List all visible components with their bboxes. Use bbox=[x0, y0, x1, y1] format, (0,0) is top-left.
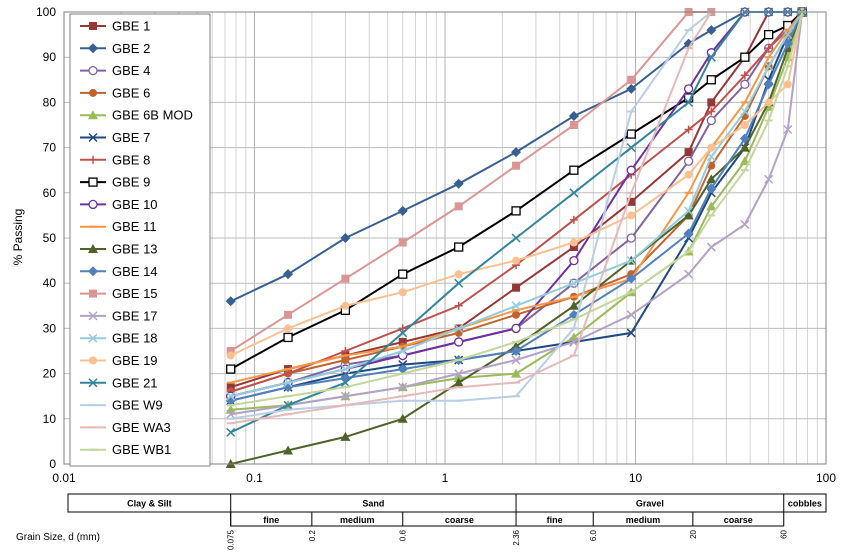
data-point bbox=[570, 121, 578, 129]
legend-label: GBE 19 bbox=[112, 353, 158, 368]
y-tick-label: 90 bbox=[42, 50, 56, 65]
series-line bbox=[231, 12, 803, 396]
data-point bbox=[627, 211, 635, 219]
data-point bbox=[707, 144, 715, 152]
legend bbox=[70, 14, 210, 466]
data-point bbox=[89, 200, 97, 208]
y-tick-label: 60 bbox=[42, 185, 56, 200]
y-tick-label: 0 bbox=[49, 457, 56, 471]
legend-label: GBE 14 bbox=[112, 263, 158, 279]
legend-label: GBE 18 bbox=[112, 330, 158, 346]
y-tick-label: 50 bbox=[42, 231, 56, 245]
boundary-label: 60 bbox=[779, 530, 789, 539]
data-point bbox=[512, 324, 520, 332]
data-point bbox=[570, 257, 578, 265]
data-point bbox=[685, 85, 693, 93]
legend-label: GBE 7 bbox=[112, 130, 151, 145]
data-point bbox=[341, 356, 349, 364]
data-point bbox=[685, 171, 693, 179]
y-tick-label: 40 bbox=[42, 276, 56, 291]
data-point bbox=[741, 121, 749, 129]
x-tick-label: 100 bbox=[815, 471, 837, 485]
table-header-cell: Gravel bbox=[635, 498, 664, 509]
data-point bbox=[398, 206, 408, 216]
data-point bbox=[569, 111, 579, 121]
table-header-row bbox=[68, 494, 826, 512]
data-point bbox=[227, 352, 235, 360]
boundary-label: 6.0 bbox=[589, 530, 599, 542]
data-point bbox=[284, 333, 292, 341]
y-tick-label: 70 bbox=[42, 140, 56, 155]
data-point bbox=[283, 269, 293, 279]
y-tick-label: 20 bbox=[42, 366, 56, 381]
x-tick-label: 0.1 bbox=[246, 471, 263, 485]
data-point bbox=[341, 275, 349, 283]
data-point bbox=[707, 243, 715, 251]
table-sub-cell: coarse bbox=[444, 515, 474, 525]
table-sub-cell: medium bbox=[625, 515, 661, 525]
legend-label: GBE 6B MOD bbox=[112, 107, 193, 123]
data-point bbox=[89, 357, 97, 365]
legend-label: GBE 1 bbox=[112, 18, 151, 34]
data-point bbox=[685, 270, 693, 278]
data-point bbox=[741, 220, 749, 228]
data-point bbox=[741, 53, 749, 61]
series-gbe-8 bbox=[227, 8, 807, 396]
boundary-label: 2.36 bbox=[512, 530, 522, 546]
data-point bbox=[227, 428, 235, 436]
data-point bbox=[512, 207, 520, 215]
y-tick-label: 100 bbox=[35, 5, 56, 19]
legend-label: GBE 21 bbox=[112, 375, 158, 391]
data-point bbox=[341, 302, 349, 310]
data-point bbox=[784, 80, 792, 88]
data-point bbox=[399, 270, 407, 278]
y-axis-label: % Passing bbox=[11, 208, 25, 266]
data-point bbox=[512, 162, 520, 170]
data-point bbox=[512, 257, 520, 265]
boundary-label: 0.075 bbox=[226, 530, 236, 551]
grain-size-label: Grain Size, d (mm) bbox=[16, 532, 100, 543]
legend-label: GBE W9 bbox=[112, 397, 163, 413]
data-point bbox=[454, 179, 464, 189]
data-point bbox=[627, 311, 635, 319]
data-point bbox=[707, 76, 715, 84]
data-point bbox=[399, 288, 407, 296]
legend-label: GBE 4 bbox=[112, 63, 151, 79]
data-point bbox=[89, 178, 97, 186]
table-sub-row bbox=[231, 512, 784, 526]
series-line bbox=[231, 12, 803, 392]
legend-label: GBE 2 bbox=[112, 40, 151, 56]
series-line bbox=[231, 12, 803, 396]
legend-label: GBE WB1 bbox=[112, 442, 172, 458]
data-point bbox=[89, 67, 97, 75]
data-point bbox=[226, 296, 236, 306]
table-sub-cell: fine bbox=[546, 515, 563, 525]
data-point bbox=[627, 166, 635, 174]
data-point bbox=[511, 147, 521, 157]
legend-label: GBE 17 bbox=[112, 308, 158, 324]
legend-label: GBE 6 bbox=[112, 85, 151, 101]
series-line bbox=[231, 12, 803, 392]
legend-label: GBE 8 bbox=[112, 152, 151, 168]
data-point bbox=[89, 290, 97, 298]
boundary-label: 20 bbox=[688, 530, 698, 539]
data-point bbox=[455, 202, 463, 210]
x-tick-label: 0.01 bbox=[52, 471, 76, 485]
data-point bbox=[455, 338, 463, 346]
x-tick-label: 1 bbox=[441, 471, 449, 485]
legend-label: GBE 10 bbox=[112, 196, 158, 212]
boundary-label: 0.6 bbox=[398, 530, 408, 542]
x-axis bbox=[52, 471, 836, 485]
table-sub-cell: coarse bbox=[723, 515, 753, 525]
data-point bbox=[227, 365, 235, 373]
legend-label: GBE WA3 bbox=[112, 419, 171, 435]
data-point bbox=[627, 130, 635, 138]
series-line bbox=[231, 12, 712, 351]
data-point bbox=[89, 89, 97, 97]
y-tick-label: 30 bbox=[42, 321, 56, 336]
data-point bbox=[765, 31, 773, 39]
series-line bbox=[231, 12, 803, 396]
legend-label: GBE 13 bbox=[112, 241, 158, 257]
series-gbe-1 bbox=[227, 8, 807, 391]
y-tick-label: 10 bbox=[42, 411, 56, 426]
legend-label: GBE 15 bbox=[112, 286, 158, 302]
table-header-cell: Clay & Silt bbox=[127, 498, 172, 509]
classification-table bbox=[16, 494, 826, 550]
series-gbe-wa3 bbox=[227, 12, 716, 423]
data-point bbox=[765, 98, 773, 106]
data-point bbox=[685, 157, 693, 165]
data-point bbox=[627, 76, 635, 84]
series-line bbox=[231, 12, 803, 356]
data-point bbox=[707, 98, 715, 106]
series-gbe-6 bbox=[227, 8, 807, 396]
x-tick-label: 10 bbox=[628, 471, 643, 485]
data-point bbox=[707, 153, 715, 161]
data-point bbox=[627, 234, 635, 242]
data-point bbox=[89, 22, 97, 30]
y-tick-label: 80 bbox=[42, 95, 56, 110]
table-header-cell: Sand bbox=[362, 498, 385, 509]
series-line bbox=[231, 12, 712, 423]
boundary-label: 0.2 bbox=[307, 530, 317, 542]
legend-label: GBE 9 bbox=[112, 174, 151, 190]
data-point bbox=[340, 233, 350, 243]
table-sub-cell: medium bbox=[340, 515, 375, 525]
data-point bbox=[284, 311, 292, 319]
table-sub-cell: fine bbox=[263, 515, 280, 525]
y-axis bbox=[36, 5, 56, 471]
data-point bbox=[707, 116, 715, 124]
data-point bbox=[570, 166, 578, 174]
data-point bbox=[399, 239, 407, 247]
table-header-cell: cobbles bbox=[787, 498, 822, 509]
data-point bbox=[570, 239, 578, 247]
data-point bbox=[455, 243, 463, 251]
data-point bbox=[284, 324, 292, 332]
data-point bbox=[706, 25, 716, 35]
data-point bbox=[455, 270, 463, 278]
data-point bbox=[741, 80, 749, 88]
legend-label: GBE 11 bbox=[112, 219, 157, 235]
data-point bbox=[512, 302, 520, 310]
series-gbe-15 bbox=[227, 8, 716, 355]
data-point bbox=[512, 284, 520, 292]
